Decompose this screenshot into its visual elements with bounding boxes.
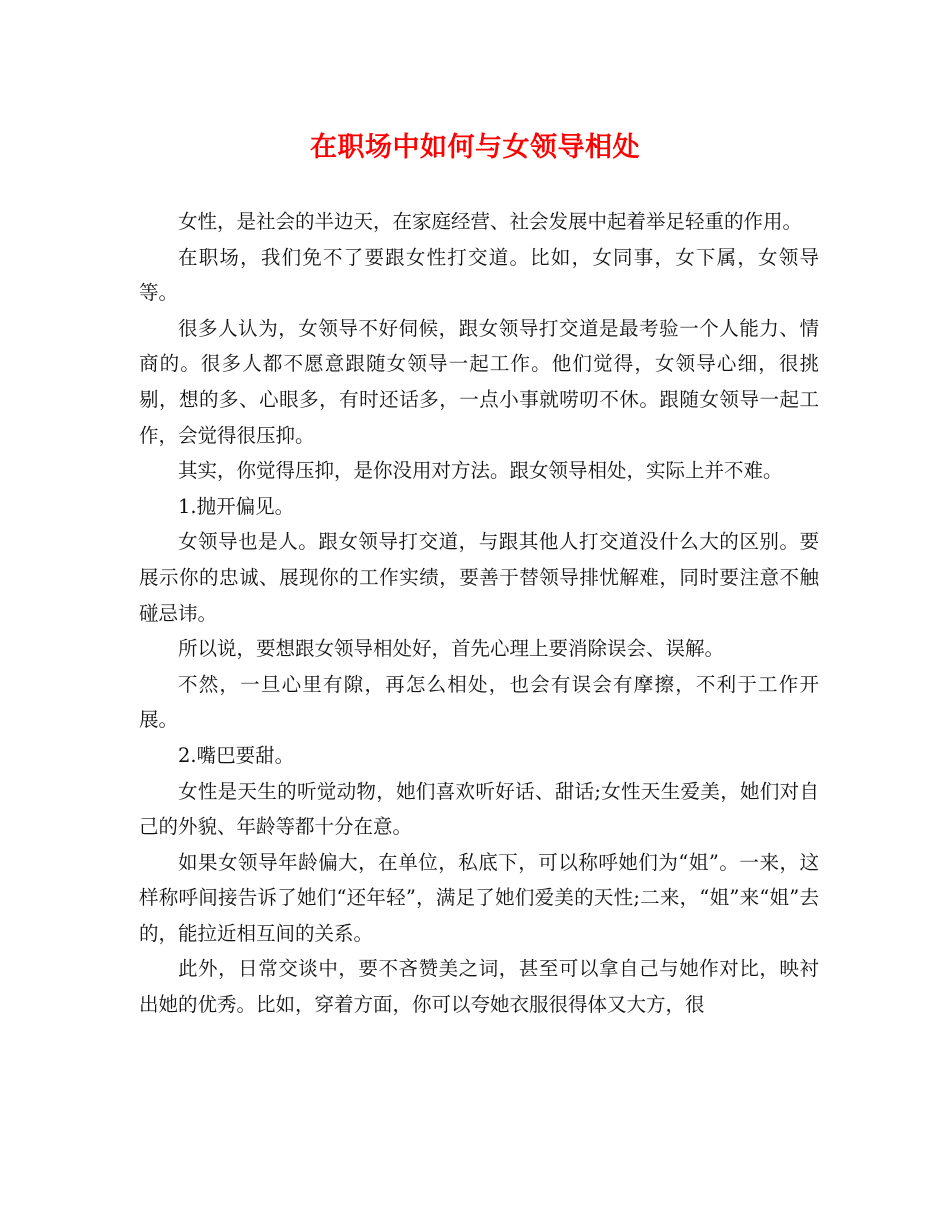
document-body [139, 204, 819, 1023]
paragraph-section-1-conclusion: 所以说，要想跟女领导相处好，首先心理上要消除误会、误解。 [178, 637, 725, 661]
paragraph-section-1-warning: 不然，一旦心里有隙，再怎么相处，也会有误会有摩擦，不利于工作开展。 [139, 672, 819, 732]
paragraph-workplace: 在职场，我们免不了要跟女性打交道。比如，女同事，女下属，女领导等。 [139, 245, 819, 305]
paragraph-intro: 女性，是社会的半边天，在家庭经营、社会发展中起着举足轻重的作用。 [178, 210, 803, 233]
section-heading-2: 2.嘴巴要甜。 [178, 743, 295, 767]
paragraph-section-1-body: 女领导也是人。跟女领导打交道，与跟其他人打交道没什么大的区别。要展示你的忠诚、展现你的工作实绩，要善于替领导排忧解难，同时要注意不触碰忌讳。 [139, 530, 819, 625]
document-title: 在职场中如何与女领导相处 [310, 132, 640, 163]
paragraph-section-2-praise: 此外，日常交谈中，要不吝赞美之词，甚至可以拿自己与她作对比，映衬出她的优秀。比如，穿着方面，你可以夸她衣服很得体又大方，很 [139, 957, 819, 1017]
section-heading-1: 1.抛开偏见。 [178, 494, 295, 518]
paragraph-section-2-address: 如果女领导年龄偏大，在单位，私底下，可以称呼她们为“姐”。一来，这样称呼间接告诉了她们“还年轻”，满足了她们爱美的天性;二来，“姐”来“姐”去的，能拉近相互间的关系。 [139, 850, 819, 945]
paragraph-common-view: 很多人认为，女领导不好伺候，跟女领导打交道是最考验一个人能力、情商的。很多人都不愿意跟随女领导一起工作。他们觉得，女领导心细，很挑剔，想的多、心眼多，有时还话多，一点小事就唠叨不休。跟随女领导一起工作，会觉得很压抑。 [139, 316, 819, 447]
paragraph-section-2-body: 女性是天生的听觉动物，她们喜欢听好话、甜话;女性天生爱美，她们对自己的外貌、年龄等都十分在意。 [139, 779, 819, 839]
paragraph-method: 其实，你觉得压抑，是你没用对方法。跟女领导相处，实际上并不难。 [178, 459, 783, 483]
